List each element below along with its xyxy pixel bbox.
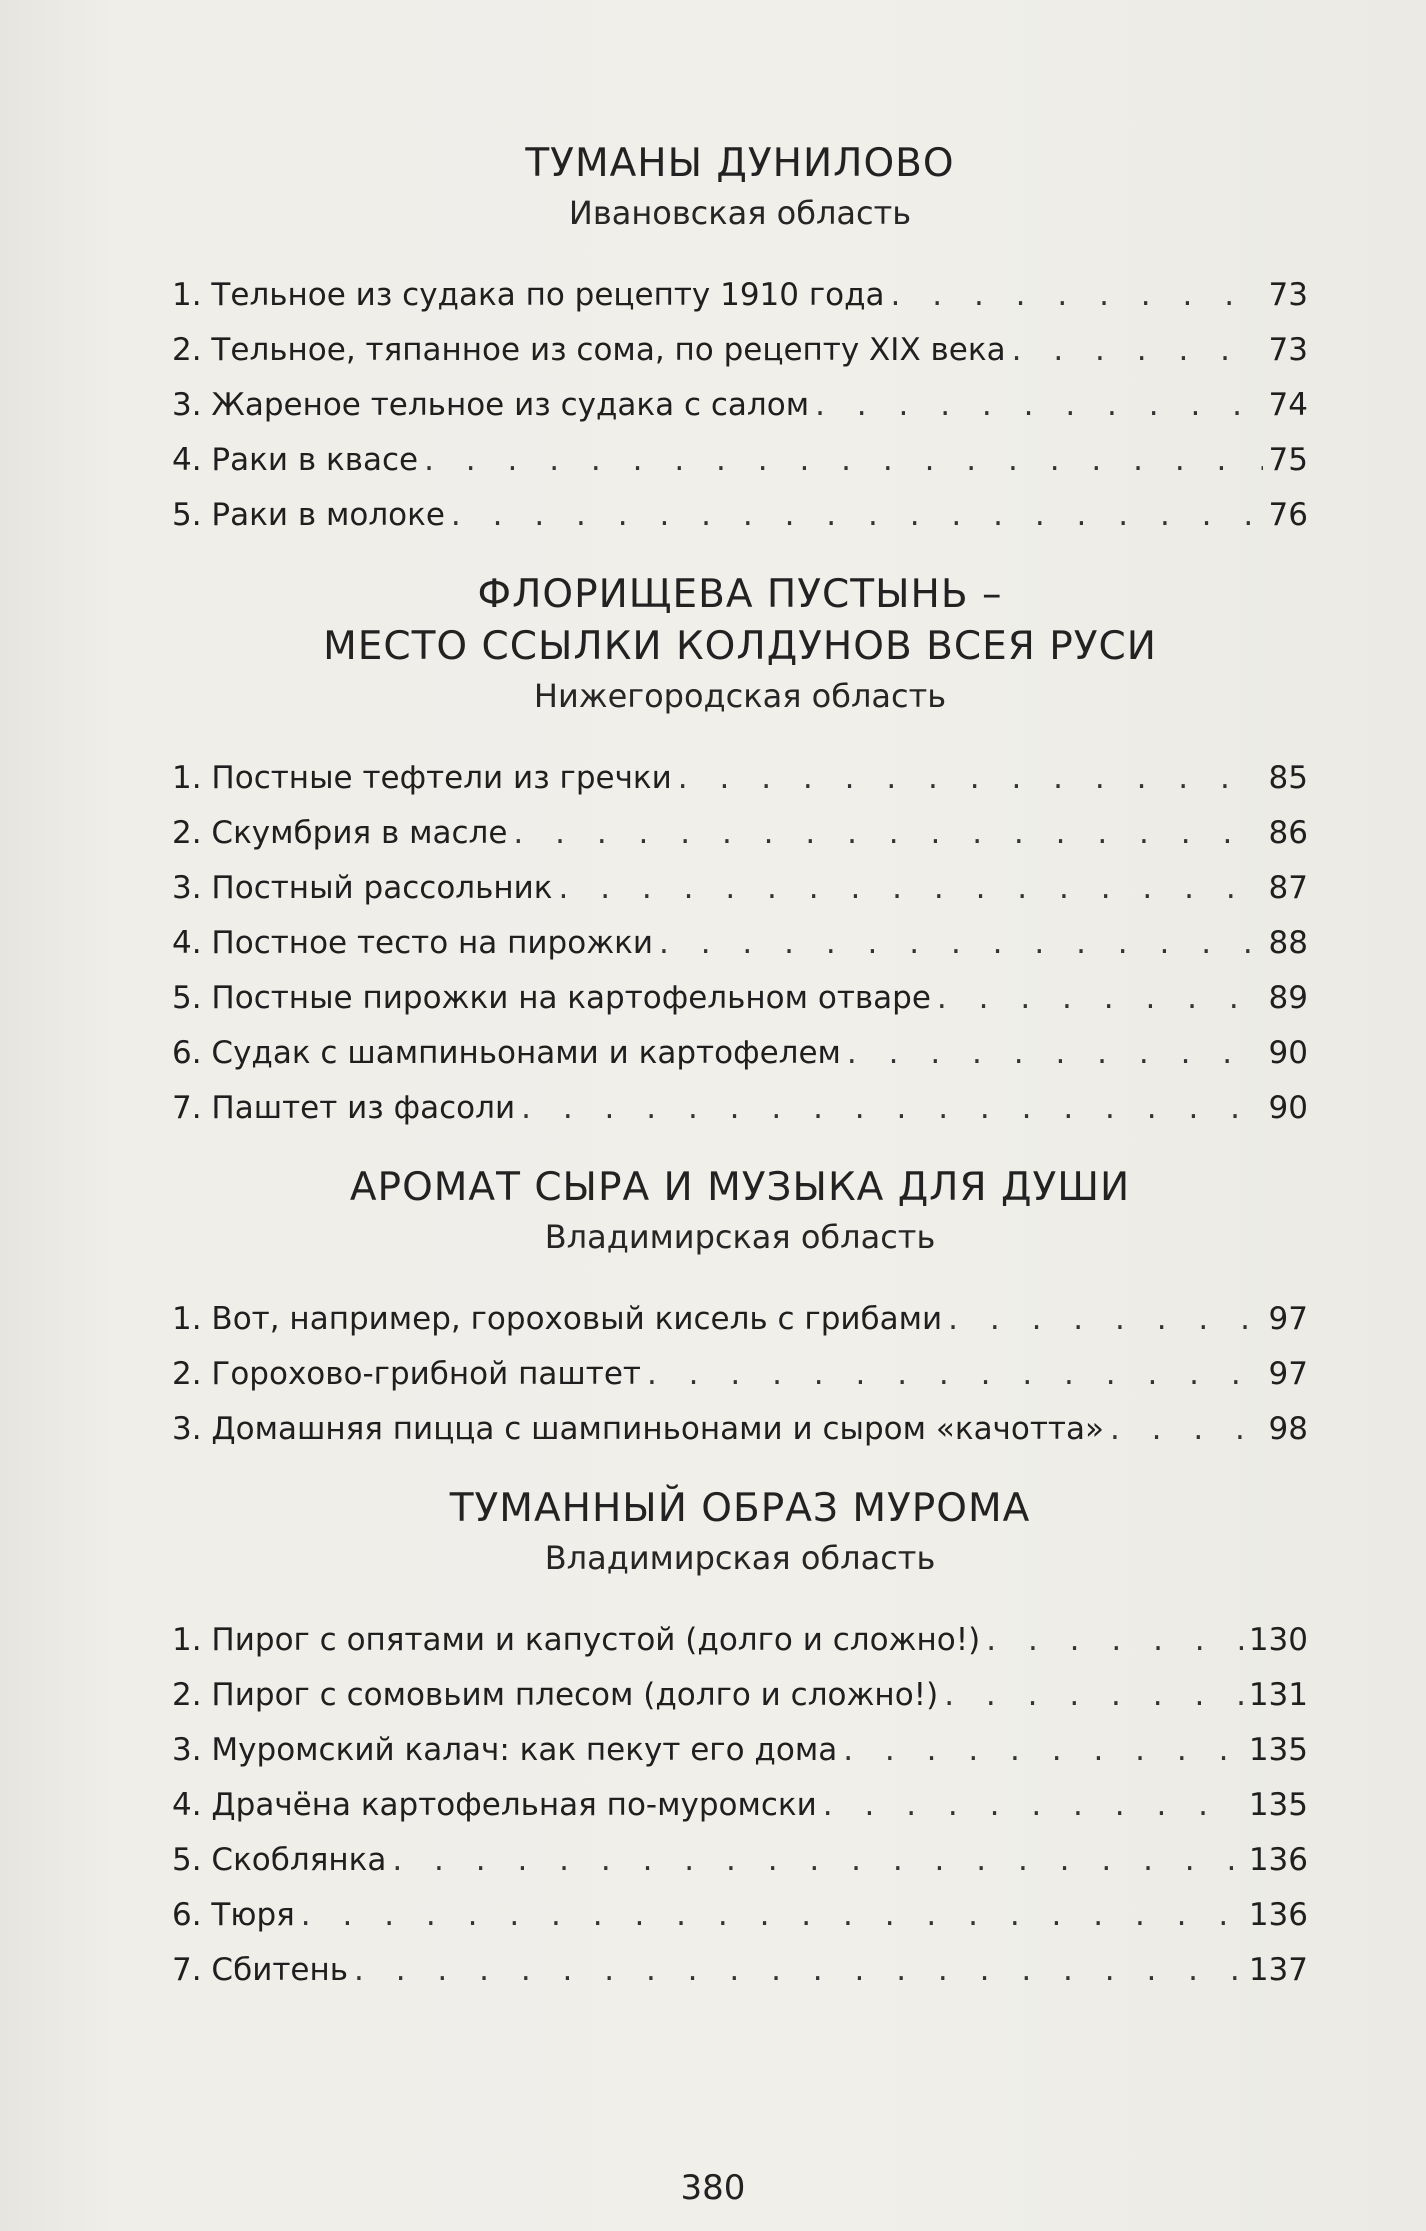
toc-entry-page: 97 xyxy=(1268,1301,1308,1337)
toc-entry-title: 3. Жареное тельное из судака с салом xyxy=(172,387,810,423)
section-title-line: ФЛОРИЩЕВА ПУСТЫНЬ – xyxy=(477,572,1003,617)
toc-entry xyxy=(172,1081,1308,1136)
toc-entry-page: 73 xyxy=(1268,277,1308,313)
page-number: 380 xyxy=(680,2168,746,2208)
toc-entry-page: 89 xyxy=(1268,980,1308,1016)
dot-leader xyxy=(301,1888,1243,1943)
dot-leader xyxy=(392,1833,1242,1888)
toc-entry-title: 7. Паштет из фасоли xyxy=(172,1090,516,1126)
toc-entry-title: 3. Муромский калач: как пекут его дома xyxy=(172,1732,838,1768)
toc-entry-title: 4. Раки в квасе xyxy=(172,442,419,478)
section-title xyxy=(172,569,1308,673)
toc-entry xyxy=(172,1026,1308,1081)
toc-entry-title: 4. Постное тесто на пирожки xyxy=(172,925,653,961)
toc-entry-title: 5. Постные пирожки на картофельном отваре xyxy=(172,980,931,1016)
toc-entry xyxy=(172,1292,1308,1347)
dot-leader xyxy=(354,1943,1243,1998)
table-of-contents xyxy=(172,138,1308,2024)
toc-entry xyxy=(172,1778,1308,1833)
toc-entry-title: 2. Скумбрия в масле xyxy=(172,815,508,851)
dot-leader xyxy=(647,1347,1263,1402)
dot-leader xyxy=(659,916,1263,971)
toc-entry-page: 130 xyxy=(1248,1622,1308,1658)
recipe-list xyxy=(172,751,1308,1136)
toc-entry xyxy=(172,1668,1308,1723)
section-region: Владимирская область xyxy=(544,1218,936,1256)
toc-entry-title: 2. Тельное, тяпанное из сома, по рецепту XIX века xyxy=(172,332,1006,368)
toc-entry xyxy=(172,488,1308,543)
toc-entry-page: 137 xyxy=(1248,1952,1308,1988)
toc-entry xyxy=(172,1347,1308,1402)
recipe-list xyxy=(172,268,1308,543)
toc-entry-page: 135 xyxy=(1248,1787,1308,1823)
toc-entry-title: 4. Драчёна картофельная по-муромски xyxy=(172,1787,817,1823)
toc-entry-page: 85 xyxy=(1268,760,1308,796)
dot-leader xyxy=(847,1026,1263,1081)
toc-entry-title: 5. Скоблянка xyxy=(172,1842,387,1878)
toc-entry xyxy=(172,1402,1308,1457)
dot-leader xyxy=(948,1292,1262,1347)
toc-entry xyxy=(172,806,1308,861)
dot-leader xyxy=(521,1081,1262,1136)
toc-entry xyxy=(172,971,1308,1026)
dot-leader xyxy=(1110,1402,1263,1457)
toc-entry-title: 1. Тельное из судака по рецепту 1910 года xyxy=(172,277,885,313)
toc-entry-title: 3. Постный рассольник xyxy=(172,870,553,906)
section-region: Ивановская область xyxy=(568,194,912,232)
dot-leader xyxy=(451,488,1263,543)
recipe-list xyxy=(172,1292,1308,1457)
dot-leader xyxy=(986,1613,1243,1668)
toc-entry xyxy=(172,268,1308,323)
toc-entry xyxy=(172,1888,1308,1943)
toc-entry-page: 74 xyxy=(1268,387,1308,423)
toc-entry-title: 2. Горохово-грибной паштет xyxy=(172,1356,641,1392)
dot-leader xyxy=(1012,323,1263,378)
toc-entry-title: 3. Домашняя пицца с шампиньонами и сыром «качотта» xyxy=(172,1411,1104,1447)
section-region: Нижегородская область xyxy=(533,677,947,715)
toc-section xyxy=(172,1162,1308,1457)
toc-entry-title: 6. Судак с шампиньонами и картофелем xyxy=(172,1035,841,1071)
toc-entry xyxy=(172,433,1308,488)
recipe-list xyxy=(172,1613,1308,1998)
dot-leader xyxy=(513,806,1262,861)
dot-leader xyxy=(678,751,1263,806)
section-title-line: АРОМАТ СЫРА И МУЗЫКА ДЛЯ ДУШИ xyxy=(349,1165,1131,1210)
toc-entry-title: 2. Пирог с сомовьим плесом (долго и сложно!) xyxy=(172,1677,939,1713)
section-title-line: МЕСТО ССЫЛКИ КОЛДУНОВ ВСЕЯ РУСИ xyxy=(323,624,1157,669)
toc-entry-page: 98 xyxy=(1268,1411,1308,1447)
toc-entry-page: 75 xyxy=(1268,442,1308,478)
toc-entry xyxy=(172,916,1308,971)
toc-entry-page: 90 xyxy=(1268,1035,1308,1071)
toc-entry-page: 136 xyxy=(1248,1897,1308,1933)
toc-entry-title: 7. Сбитень xyxy=(172,1952,349,1988)
toc-entry-page: 76 xyxy=(1268,497,1308,533)
toc-entry-page: 87 xyxy=(1268,870,1308,906)
dot-leader xyxy=(823,1778,1243,1833)
toc-entry-title: 5. Раки в молоке xyxy=(172,497,445,533)
toc-entry xyxy=(172,751,1308,806)
toc-entry-page: 131 xyxy=(1248,1677,1308,1713)
toc-entry xyxy=(172,861,1308,916)
toc-section xyxy=(172,1483,1308,1998)
toc-entry-page: 73 xyxy=(1268,332,1308,368)
toc-entry-page: 86 xyxy=(1268,815,1308,851)
section-title xyxy=(172,1483,1308,1535)
dot-leader xyxy=(843,1723,1243,1778)
toc-entry-page: 135 xyxy=(1248,1732,1308,1768)
dot-leader xyxy=(944,1668,1243,1723)
section-title xyxy=(172,138,1308,190)
dot-leader xyxy=(891,268,1263,323)
dot-leader xyxy=(559,861,1263,916)
toc-entry-page: 97 xyxy=(1268,1356,1308,1392)
dot-leader xyxy=(937,971,1263,1026)
dot-leader xyxy=(424,433,1262,488)
section-region: Владимирская область xyxy=(544,1539,936,1577)
toc-entry xyxy=(172,323,1308,378)
toc-entry xyxy=(172,378,1308,433)
section-title-line: ТУМАНЫ ДУНИЛОВО xyxy=(525,141,955,186)
dot-leader xyxy=(815,378,1262,433)
toc-entry xyxy=(172,1833,1308,1888)
section-title-line: ТУМАННЫЙ ОБРАЗ МУРОМА xyxy=(449,1486,1031,1531)
toc-section xyxy=(172,138,1308,543)
toc-entry-title: 6. Тюря xyxy=(172,1897,295,1933)
toc-entry-page: 90 xyxy=(1268,1090,1308,1126)
section-title xyxy=(172,1162,1308,1214)
toc-entry-page: 88 xyxy=(1268,925,1308,961)
toc-entry-title: 1. Вот, например, гороховый кисель с грибами xyxy=(172,1301,943,1337)
toc-entry-title: 1. Пирог с опятами и капустой (долго и сложно!) xyxy=(172,1622,981,1658)
toc-entry xyxy=(172,1613,1308,1668)
toc-entry-title: 1. Постные тефтели из гречки xyxy=(172,760,672,796)
toc-entry xyxy=(172,1943,1308,1998)
toc-entry-page: 136 xyxy=(1248,1842,1308,1878)
toc-section xyxy=(172,569,1308,1136)
toc-entry xyxy=(172,1723,1308,1778)
